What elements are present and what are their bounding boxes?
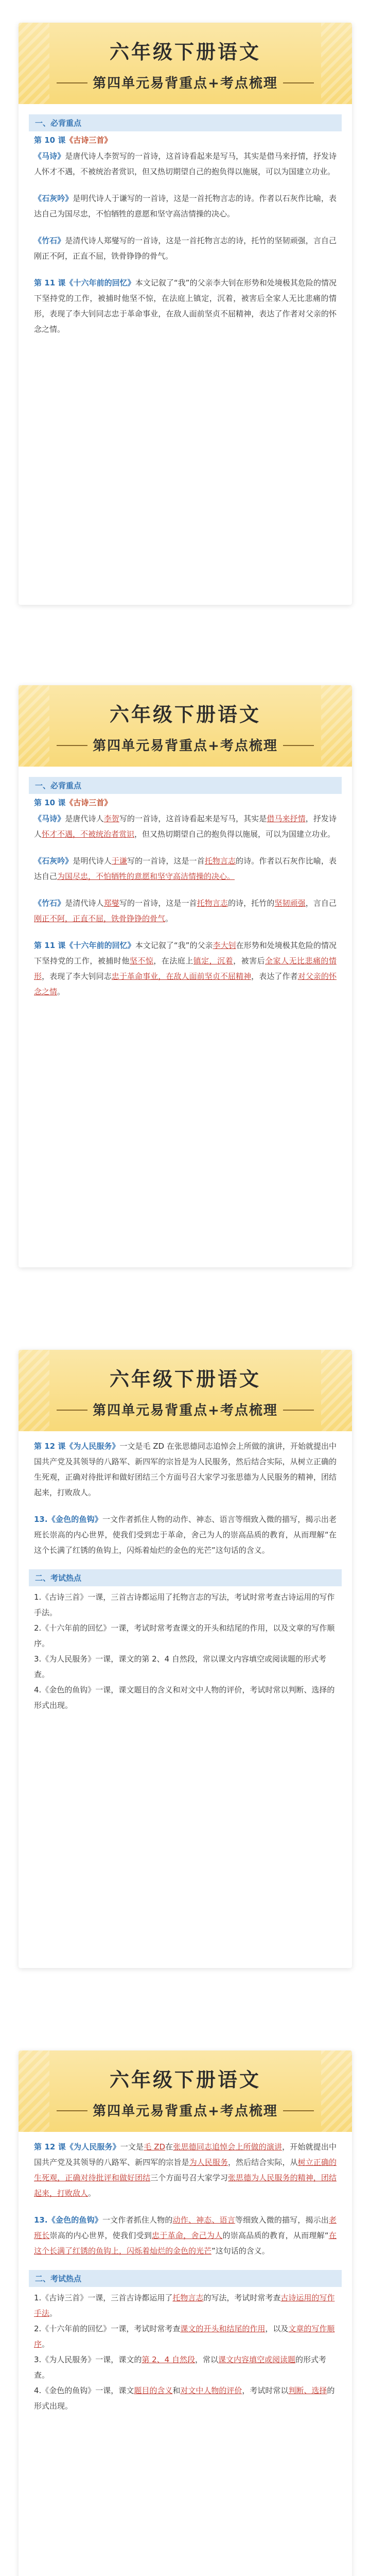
poem-title: 《竹石》 <box>34 899 65 908</box>
highlight-key: 毛 ZD <box>144 2142 166 2151</box>
text-segment: ，抒发诗人 <box>34 814 337 839</box>
text-segment: 的诗，托竹的 <box>227 899 275 908</box>
highlight-author: 李贺 <box>103 814 119 823</box>
highlight-key: 课文的开头和结尾的作用 <box>180 2324 266 2333</box>
text-segment: ，然后结合实际，从 <box>227 2158 298 2167</box>
lesson-heading <box>34 134 337 145</box>
lesson-title: 《古诗三首》 <box>65 135 112 145</box>
note-card-3 <box>19 1350 352 1968</box>
card-content <box>19 2132 352 2429</box>
text-segment: 。 <box>88 2189 96 2198</box>
paragraph-shi-hui-yin <box>34 191 337 222</box>
highlight-key: 为国尽忠，不怕牺牲的意愿和坚守高洁情操的决心。 <box>57 872 235 881</box>
lesson-heading <box>34 797 337 808</box>
highlight-key: 张思德为人民服务的精神，团结起来，打败敌人 <box>34 2173 337 2198</box>
paragraph-lesson-13 <box>34 1512 337 1558</box>
highlight-key: 对父亲的怀念之情 <box>34 972 337 996</box>
section-heading: 二、考试热点 <box>29 2270 342 2287</box>
text-segment: 和 <box>172 2386 181 2395</box>
paragraph-text: 是清代诗人郑燮写的一首诗，这是一首托物言志的诗，托竹的坚韧顽强，言自己刚正不阿，正直不屈，铁骨铮铮的骨气。 <box>34 236 337 261</box>
highlight-key: 坚不惊 <box>129 956 154 965</box>
exam-point-3: 3.《为人民服务》一课，课文的第 2、4 自然段，常以课文内容填空或阅读题的形式考查。 <box>34 1654 326 1679</box>
highlight-author: 于谦 <box>111 856 127 866</box>
text-segment: ，以及 <box>265 2324 289 2333</box>
section-heading: 一、必背重点 <box>29 777 342 794</box>
lesson-title: 13.《金色的鱼钩》 <box>34 1515 102 1524</box>
paragraph-text: 是唐代诗人李贺写的一首诗，这首诗看起来是写马，其实是借马来抒情，抒发诗人怀才不遇，不被统治者赏识，但又热切期望自己的抱负得以施展，可以为国建立功业。 <box>34 151 337 176</box>
text-segment: 是清代诗人 <box>65 899 104 908</box>
text-segment: 崇高的内心世界，使我们受到 <box>49 2231 152 2240</box>
text-segment: 3.《为人民服务》一课，课文的 <box>34 2355 142 2364</box>
card-banner <box>19 685 352 767</box>
highlight-key: 古诗运用的写作手法 <box>34 2293 335 2318</box>
lesson-title: 第 12 课《为人民服务》 <box>34 2142 120 2151</box>
text-segment: 的写法，考试时常考查 <box>203 2293 281 2302</box>
paragraph-lesson-12 <box>34 1438 337 1500</box>
card-banner <box>19 1350 352 1431</box>
text-segment: ”这句话的含义。 <box>212 2246 270 2256</box>
text-segment: ，表达了作者 <box>251 972 298 981</box>
highlight-key: 课文内容填空或阅读题 <box>218 2355 295 2364</box>
highlight-key: 张思德同志追悼会上所做的演讲 <box>173 2142 283 2151</box>
poem-title: 《竹石》 <box>34 236 65 245</box>
text-segment: ，但又热切期望自己的抱负得以施展，可以为国建立功业。 <box>134 829 336 839</box>
paragraph-text: 本文记叙了“我”的父亲李大钊在形势和处境极其危险的情况下坚持党的工作，被捕时他坚不惊，在法庭上镇定，沉着，被害后全家人无比悲痛的情形，表现了李大钊同志忠于革命事业，在敌人面前坚贞不屈精神，表达了作者对父亲的怀念之情。 <box>34 278 337 334</box>
paragraph-text: 是明代诗人于谦写的一首诗，这是一首托物言志的诗。作者以石灰作比喻，表达自己为国尽忠，不怕牺牲的意愿和坚守高洁情操的决心。 <box>34 194 337 218</box>
highlight-key: 动作、神态、语言 <box>172 2215 235 2225</box>
highlight-key: 判断、选择 <box>288 2386 327 2395</box>
note-card-2 <box>19 685 352 1267</box>
exam-point-2: 2.《十六年前的回忆》一课，考试时常考查课文的开头和结尾的作用，以及文章的写作顺序。 <box>34 1623 335 1648</box>
highlight-key: 托物言志 <box>197 899 228 908</box>
highlight-key: 在这个长满了红锈的鱼钩上，闪烁着灿烂的金色的光芒 <box>34 2231 337 2256</box>
text-segment: 。 <box>49 2309 58 2318</box>
card-subtitle: 第四单元易背重点+考点梳理 <box>87 735 283 754</box>
highlight-key: 树立正确的生死观，正确对待批评和做好团结 <box>34 2158 337 2182</box>
paragraph-ma-shi <box>34 811 337 842</box>
text-segment: ，言自己 <box>305 899 337 908</box>
note-card-1 <box>19 23 352 605</box>
text-segment: 的诗。作者以石灰作比喻，表达自己 <box>34 856 337 881</box>
card-banner <box>19 2050 352 2132</box>
highlight-author: 李大钊 <box>213 941 236 950</box>
paragraph-lesson-12 <box>34 2139 337 2201</box>
paragraph-lesson-11 <box>34 938 337 999</box>
lesson-title: 第 11 课《十六年前的回忆》 <box>34 278 135 287</box>
text-segment: 。 <box>57 987 65 996</box>
text-segment: 在形势和处境极其危险的情况下坚持党的工作，被捕时他 <box>34 941 337 965</box>
section-heading: 二、考试热点 <box>29 1569 342 1586</box>
paragraph-zhu-shi <box>34 233 337 264</box>
card-subtitle: 第四单元易背重点+考点梳理 <box>87 73 283 92</box>
card-title: 六年级下册语文 <box>109 703 261 726</box>
highlight-key: 老班长 <box>34 2215 337 2240</box>
text-segment: ，表现了李大钊同志 <box>42 972 112 981</box>
paragraph-text: 一文作者抓住人物的动作、神态、语言等细致入微的描写，揭示出老班长崇高的内心世界，使我们受到忠于革命，舍己为人的崇高品质的教育，从而理解“在这个长满了红锈的鱼钩上，闪烁着灿烂的金色的光芒”这句话的含义。 <box>34 1515 337 1555</box>
highlight-key: 文章的写作顺序 <box>34 2324 335 2349</box>
text-segment: ，开始就提出中国共产党及其领导的八路军、新四军的宗旨是 <box>34 2142 337 2167</box>
text-segment: 的崇高品质的教育，从而理解“ <box>222 2231 329 2240</box>
lesson-title: 13.《金色的鱼钩》 <box>34 2215 102 2225</box>
highlight-key: 托物言志 <box>204 856 236 866</box>
poem-title: 《马诗》 <box>34 814 65 823</box>
exam-point-2 <box>34 2321 337 2352</box>
text-segment: 写的一首诗，这是一首 <box>119 899 197 908</box>
text-segment: 在 <box>165 2142 173 2151</box>
highlight-key: 借马来抒情 <box>267 814 306 823</box>
paragraph-lesson-13 <box>34 2212 337 2259</box>
paragraph-shi-hui-yin <box>34 853 337 884</box>
text-segment: 。 <box>165 914 173 923</box>
text-segment: 一文作者抓住人物的 <box>102 2215 173 2225</box>
text-segment: ，考试时常以 <box>242 2386 289 2395</box>
text-segment: 是唐代诗人 <box>65 814 104 823</box>
text-segment: ，被害后 <box>233 956 266 965</box>
card-content <box>19 767 352 1026</box>
paragraph-lesson-11 <box>34 275 337 337</box>
highlight-key: 第 2、4 自然段 <box>142 2355 195 2364</box>
lesson-number: 第 10 课 <box>34 135 66 145</box>
paragraph-text: 一文是毛 ZD 在张思德同志追悼会上所做的演讲，开始就提出中国共产党及其领导的八路军、新四军的宗旨是为人民服务，然后结合实际，从树立正确的生死观，正确对待批评和做好团结三个方面号召大家学习张思德为人民服务的精神，团结起来，打败敌人。 <box>34 1442 337 1497</box>
text-segment: 4.《金色的鱼钩》一课，课文 <box>34 2386 134 2395</box>
card-subtitle: 第四单元易背重点+考点梳理 <box>87 2100 283 2120</box>
highlight-key: 镇定，沉着 <box>193 956 234 965</box>
card-content <box>19 1431 352 1728</box>
card-subtitle: 第四单元易背重点+考点梳理 <box>87 1400 283 1419</box>
text-segment: 写的一首诗，这首诗看起来是写马，其实是 <box>119 814 267 823</box>
exam-point-4: 4.《金色的鱼钩》一课，课文题目的含义和对文中人物的评价，考试时常以判断、选择的形式出现。 <box>34 1685 335 1710</box>
highlight-key: 忠于革命，舍己为人 <box>152 2231 223 2240</box>
text-segment: 。 <box>42 2340 50 2349</box>
card-title: 六年级下册语文 <box>109 1367 261 1391</box>
text-segment: 1.《古诗三首》一课，三首古诗都运用了 <box>34 2293 173 2302</box>
lesson-title: 《古诗三首》 <box>65 798 112 807</box>
exam-point-3 <box>34 2352 337 2383</box>
card-title: 六年级下册语文 <box>109 2068 261 2091</box>
text-segment: 2.《十六年前的回忆》一课，考试时常考查 <box>34 2324 181 2333</box>
section-heading: 一、必背重点 <box>29 114 342 131</box>
highlight-key: 怀才不遇，不被统治者赏识 <box>42 829 135 839</box>
paragraph-zhu-shi <box>34 895 337 926</box>
highlight-key: 坚韧顽强 <box>274 899 306 908</box>
highlight-key: 忠于革命事业，在敌人面前坚贞不屈精神 <box>111 972 252 981</box>
text-segment: 的形式考查。 <box>34 2355 326 2380</box>
exam-point-4 <box>34 2383 337 2414</box>
note-card-4 <box>19 2050 352 2576</box>
highlight-key: 刚正不阿，正直不屈，铁骨铮铮的骨气 <box>34 914 166 923</box>
text-segment: ，常以 <box>195 2355 218 2364</box>
highlight-key: 对文中人物的评价 <box>180 2386 242 2395</box>
card-content <box>19 104 352 364</box>
poem-title: 《石灰吟》 <box>34 856 73 866</box>
highlight-key: 题目的含义 <box>134 2386 173 2395</box>
text-segment: 本文记叙了“我”的父亲 <box>135 941 213 950</box>
poem-title: 《石灰吟》 <box>34 194 73 203</box>
highlight-key: 全家人无比悲痛的情形 <box>34 956 337 981</box>
text-segment: ，在法庭上 <box>153 956 193 965</box>
highlight-author: 郑燮 <box>103 899 119 908</box>
lesson-number: 第 10 课 <box>34 798 66 807</box>
exam-point-1 <box>34 2290 337 2321</box>
text-segment: 的形式出现。 <box>34 2386 335 2411</box>
text-segment: 写的一首诗，这是一首 <box>127 856 205 866</box>
poem-title: 《马诗》 <box>34 151 65 161</box>
text-segment: 一文是 <box>120 2142 144 2151</box>
text-segment: 是明代诗人 <box>73 856 112 866</box>
text-segment: 等细致入微的描写，揭示出 <box>235 2215 329 2225</box>
lesson-title: 第 12 课《为人民服务》 <box>34 1442 120 1451</box>
highlight-key: 为人民服务 <box>189 2158 228 2167</box>
highlight-key: 托物言志 <box>172 2293 204 2302</box>
card-banner <box>19 23 352 104</box>
lesson-title: 第 11 课《十六年前的回忆》 <box>34 941 135 950</box>
card-title: 六年级下册语文 <box>109 40 261 63</box>
paragraph-ma-shi <box>34 148 337 179</box>
text-segment: 三个方面号召大家学习 <box>150 2173 228 2182</box>
exam-point-1: 1.《古诗三首》一课，三首古诗都运用了托物言志的写法，考试时常考查古诗运用的写作手法。 <box>34 1592 335 1617</box>
